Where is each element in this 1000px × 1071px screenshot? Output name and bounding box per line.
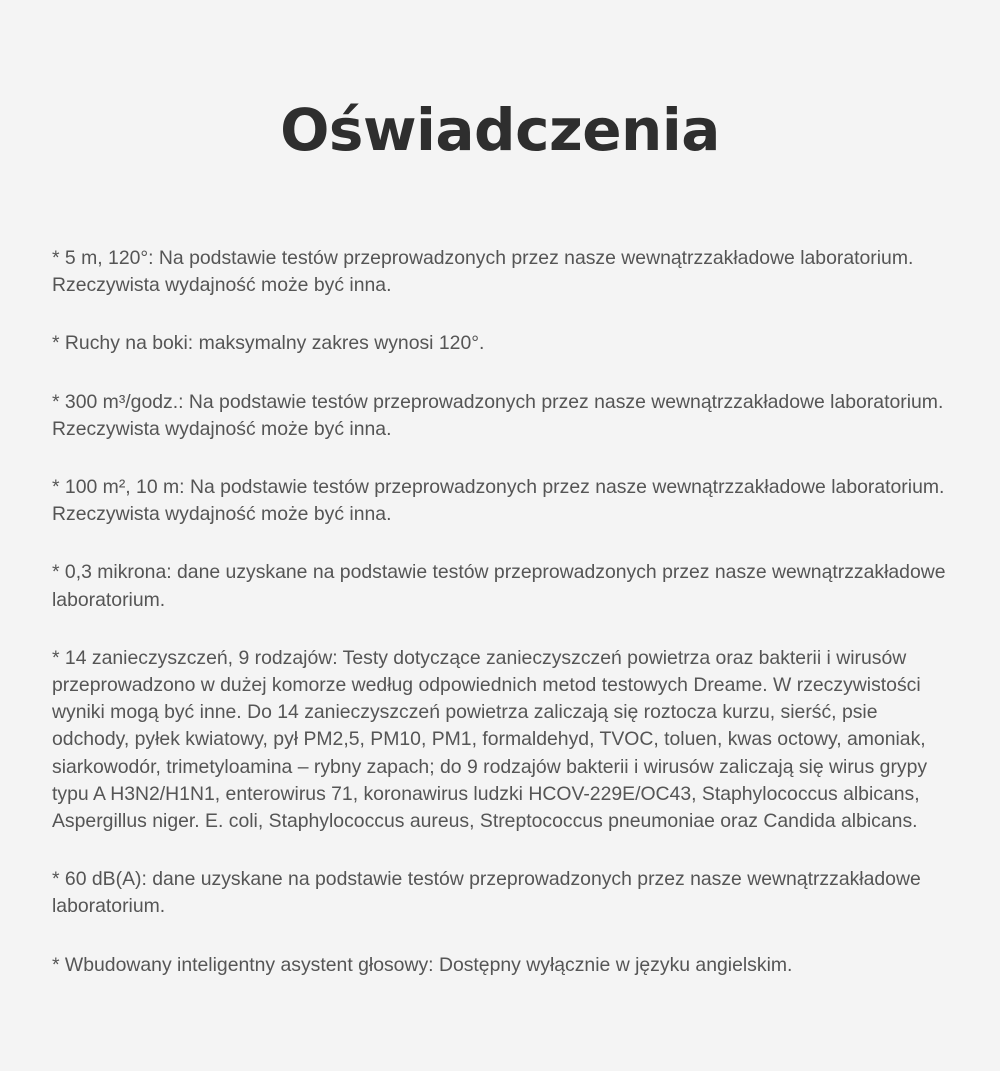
disclaimer-note-noise: * 60 dB(A): dane uzyskane na podstawie testów przeprowadzonych przez nasze wewnątrzzakładowe laboratorium. (52, 868, 921, 918)
page-title: Oświadczenia (280, 96, 720, 164)
disclaimer-note-oscillation: * Ruchy na boki: maksymalny zakres wynosi 120°. (52, 332, 485, 355)
disclaimer-note-pollutants: * 14 zanieczyszczeń, 9 rodzajów: Testy dotyczące zanieczyszczeń powietrza oraz bakterii i wirusów przeprowadzono w dużej komorze według odpowiednich metod testowych Dreame. W rzeczywistości wyniki mogą być inne. Do 14 zanieczyszczeń powietrza zaliczają się roztocza kurzu, sierść, psie odchody, pyłek kwiatowy, pył PM2,5, PM10, PM1, formaldehyd, TVOC, toluen, kwas octowy, amoniak, siarkowodór, trimetyloamina – rybny zapach; do 9 rodzajów bakterii i wirusów zaliczają się wirus grypy typu A H3N2/H1N1, enterowirus 71, koronawirus ludzki HCOV-229E/OC43, Staphylococcus albicans, Aspergillus niger. E. coli, Staphylococcus aureus, Streptococcus pneumoniae oraz Candida albicans. (52, 646, 928, 833)
disclaimer-note-particle-size: * 0,3 mikrona: dane uzyskane na podstawie testów przeprowadzonych przez nasze wewnątrzzakładowe laboratorium. (52, 561, 946, 611)
disclaimer-note-cadr: * 300 m³/godz.: Na podstawie testów przeprowadzonych przez nasze wewnątrzzakładowe laboratorium. Rzeczywista wydajność może być inna. (52, 390, 944, 440)
disclaimer-note-range: * 5 m, 120°: Na podstawie testów przeprowadzonych przez nasze wewnątrzzakładowe laboratorium. Rzeczywista wydajność może być inna. (52, 247, 914, 297)
disclaimer-note-voice-assistant: * Wbudowany inteligentny asystent głosowy: Dostępny wyłącznie w języku angielskim. (52, 953, 793, 976)
disclaimer-note-coverage: * 100 m², 10 m: Na podstawie testów przeprowadzonych przez nasze wewnątrzzakładowe laboratorium. Rzeczywista wydajność może być inna. (52, 476, 945, 526)
disclaimer-list (52, 245, 957, 1010)
